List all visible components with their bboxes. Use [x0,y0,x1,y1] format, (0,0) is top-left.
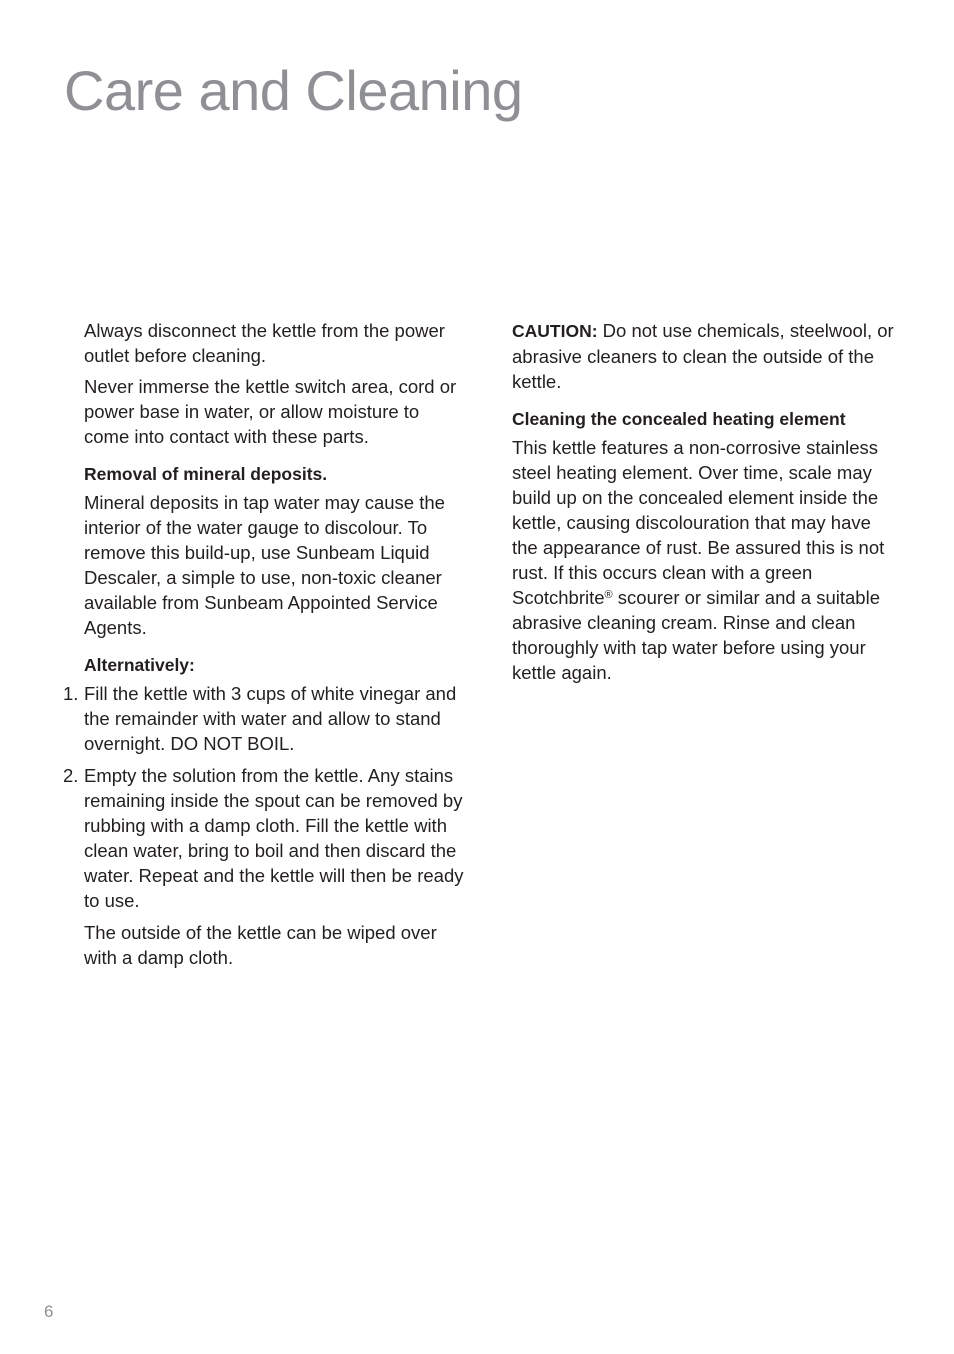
step-text: Fill the kettle with 3 cups of white vinegar and the remainder with water and allow to stand overnight. DO NOT BOIL. [84,683,457,754]
mineral-deposits-heading: Removal of mineral deposits. [84,464,328,484]
heating-element-paragraph [512,435,897,685]
step-text: Empty the solution from the kettle. Any stains remaining inside the spout can be removed by rubbing with a damp cloth. Fill the kettle with clean water, bring to boil and then discard the water. Repeat and the kettle will then be ready to use. [84,765,464,911]
caution-paragraph [512,318,897,394]
registered-mark: ® [604,589,613,601]
list-item [63,763,469,913]
wipe-outside-paragraph: The outside of the kettle can be wiped over with a damp cloth. [84,922,437,968]
mineral-deposits-paragraph: Mineral deposits in tap water may cause the interior of the water gauge to discolour. To remove this build-up, use Sunbeam Liquid Descaler, a simple to use, non-toxic cleaner available from Sunbeam Appointed Service Agents. [84,492,445,638]
page-title: Care and Cleaning [64,59,523,122]
list-item [63,681,469,756]
heating-element-text-continued: scourer or similar and a suitable abrasive cleaning cream. Rinse and clean thoroughly with tap water before using your kettle again. [512,587,880,683]
steps-list [63,681,469,913]
disconnect-paragraph: Always disconnect the kettle from the power outlet before cleaning. [84,320,445,366]
immerse-warning-paragraph: Never immerse the kettle switch area, cord or power base in water, or allow moisture to come into contact with these parts. [84,376,457,447]
heating-element-text: This kettle features a non-corrosive stainless steel heating element. Over time, scale may build up on the concealed element inside the kettle, causing discolouration that may have the appearance of rust. Be assured this is not rust. If this occurs clean with a green Scotchbrite [512,437,885,608]
right-column [512,318,897,691]
left-column [63,318,469,976]
caution-text: Do not use chemicals, steelwool, or abrasive cleaners to clean the outside of the kettle. [512,320,894,392]
step-number: 1. [63,683,79,704]
alternatively-heading: Alternatively: [84,655,195,675]
step-number: 2. [63,765,79,786]
caution-label: CAUTION: [512,321,598,341]
page-number: 6 [44,1302,54,1321]
heating-element-heading: Cleaning the concealed heating element [512,409,846,429]
